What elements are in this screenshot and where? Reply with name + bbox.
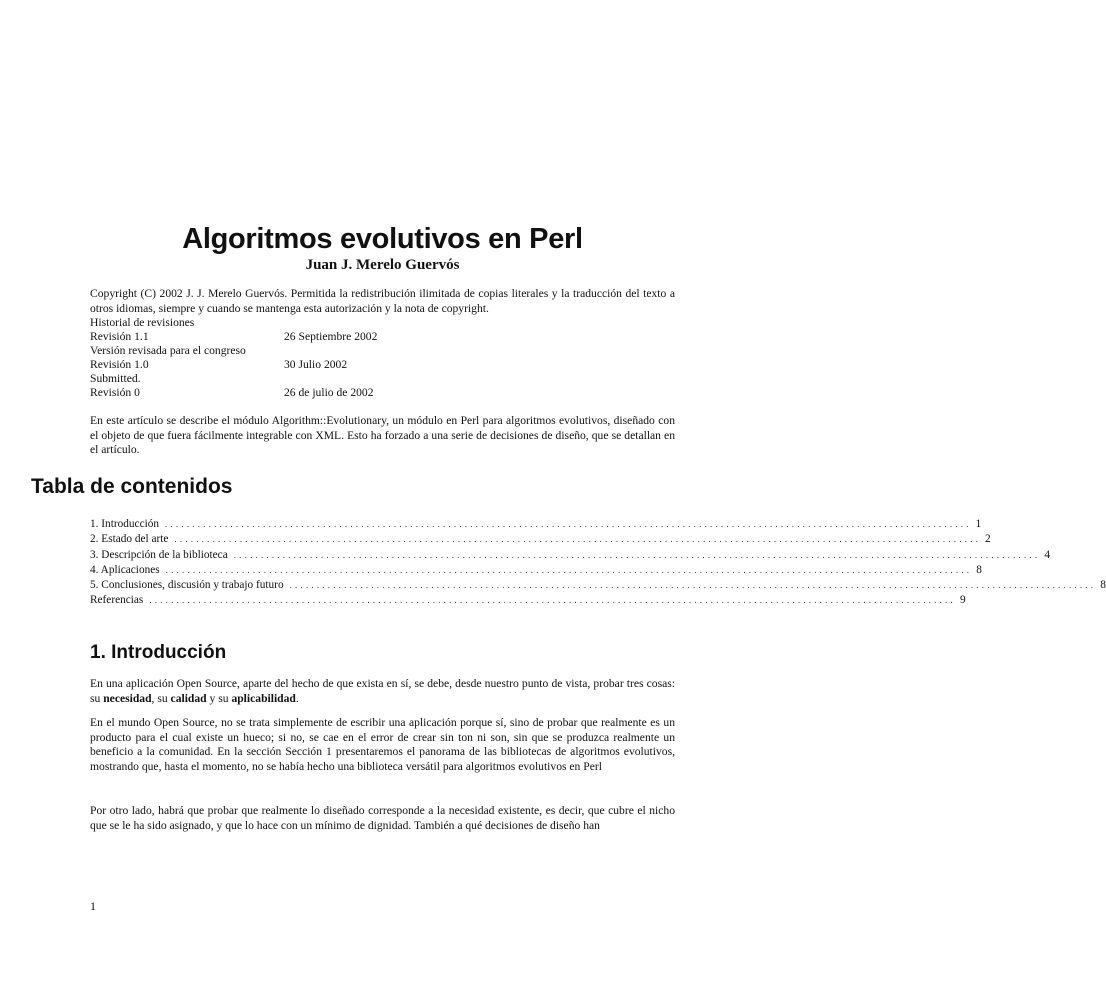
text-run: , su <box>151 691 171 705</box>
toc-entry[interactable] <box>90 548 1050 563</box>
toc-entry-page: 8 <box>976 563 982 576</box>
toc-leader: .................................................................................................................................................... <box>165 519 972 529</box>
intro-paragraph-3: Por otro lado, habrá que probar que realmente lo diseñado corresponde a la necesidad existente, es decir, que cubre el nicho que se le ha sido asignado, y que lo hace con un mínimo de dignidad. También a qué decisiones de diseño han <box>90 804 675 832</box>
document-title: Algoritmos evolutivos en Perl <box>182 223 583 255</box>
copyright-notice: Copyright (C) 2002 J. J. Merelo Guervós. Permitida la redistribución ilimitada de copias literales y la traducción del texto a otros idiomas, siempre y cuando se mantenga esta autorización y la nota de copyright. <box>90 287 675 315</box>
revision-history <box>90 316 675 400</box>
toc-leader: .................................................................................................................................................... <box>289 580 1097 591</box>
toc-entry-page: 4 <box>1044 548 1050 561</box>
toc-entry[interactable] <box>90 578 1106 593</box>
revision-row <box>90 330 675 344</box>
toc-entry[interactable] <box>90 563 982 578</box>
revision-history-heading: Historial de revisiones <box>90 316 195 329</box>
term-aplicabilidad: aplicabilidad <box>231 691 296 705</box>
toc-leader: .................................................................................................................................................... <box>165 564 973 575</box>
revision-label: Revisión 1.1 <box>90 330 149 343</box>
toc-leader: .................................................................................................................................................... <box>233 549 1041 560</box>
revision-note: Submitted. <box>90 372 141 385</box>
revision-note: Versión revisada para el congreso <box>90 344 246 357</box>
text-run: . <box>295 691 299 705</box>
abstract: En este artículo se describe el módulo Algorithm::Evolutionary, un módulo en Perl para algoritmos evolutivos, diseñado con el objeto de que fuera fácilmente integrable con XML. Esto ha forzado a una serie de decisiones de diseño, que se detallan en el artículo. <box>90 414 675 456</box>
text-run: En una aplicación Open Source, aparte del hecho de que exista en sí, se debe, desde nuestro punto de vista, probar tres cosas: su <box>90 677 675 705</box>
toc-heading: Tabla de contenidos <box>31 475 233 498</box>
toc-entry-page: 1 <box>975 518 982 530</box>
toc-entry-label[interactable]: 2. Estado del arte <box>90 533 169 546</box>
toc-leader: .................................................................................................................................................... <box>174 534 982 545</box>
toc-entry-label[interactable]: 3. Descripción de la biblioteca <box>90 548 228 561</box>
toc-entry-label[interactable]: 1. Introducción <box>90 518 160 530</box>
toc-entry[interactable] <box>90 593 966 608</box>
revision-date: 26 de julio de 2002 <box>284 386 374 399</box>
toc-entry-page: 9 <box>959 594 966 607</box>
revision-row <box>90 358 675 372</box>
page-number: 1 <box>90 899 96 913</box>
toc-entry-page: 2 <box>985 533 991 546</box>
intro-paragraph-1 <box>90 677 675 706</box>
toc-entry-label[interactable]: Referencias <box>90 594 144 607</box>
section-heading-introduction: 1. Introducción <box>90 642 227 663</box>
intro-paragraph-2: En el mundo Open Source, no se trata simplemente de escribir una aplicación porque sí, sino de probar que realmente es un producto para el cual existe un hueco; si no, se cae en el error de crear sin ton ni son, sin que se produzca realmente un beneficio a la comunidad. En la sección Sección 1 presentaremos el panorama de las bibliotecas de algoritmos evolutivos, mostrando que, hasta el momento, no se había hecho una biblioteca versátil para algoritmos evolutivos en Perl <box>90 716 675 773</box>
term-necesidad: necesidad <box>103 691 152 705</box>
revision-row <box>90 386 675 400</box>
toc-leader: .................................................................................................................................................... <box>149 595 956 606</box>
toc-entry[interactable] <box>90 517 982 532</box>
revision-date: 26 Septiembre 2002 <box>284 330 378 343</box>
toc-entry[interactable] <box>90 532 991 547</box>
toc-entry-page: 8 <box>1100 579 1106 592</box>
toc-entry-label[interactable]: 4. Aplicaciones <box>90 563 160 576</box>
revision-date: 30 Julio 2002 <box>284 358 348 371</box>
toc-entry-label[interactable]: 5. Conclusiones, discusión y trabajo futuro <box>90 579 284 592</box>
term-calidad: calidad <box>170 691 207 705</box>
table-of-contents <box>90 517 1106 609</box>
text-run: y su <box>206 691 232 705</box>
revision-label: Revisión 1.0 <box>90 358 149 371</box>
revision-label: Revisión 0 <box>90 386 140 399</box>
document-author: Juan J. Merelo Guervós <box>305 257 460 273</box>
